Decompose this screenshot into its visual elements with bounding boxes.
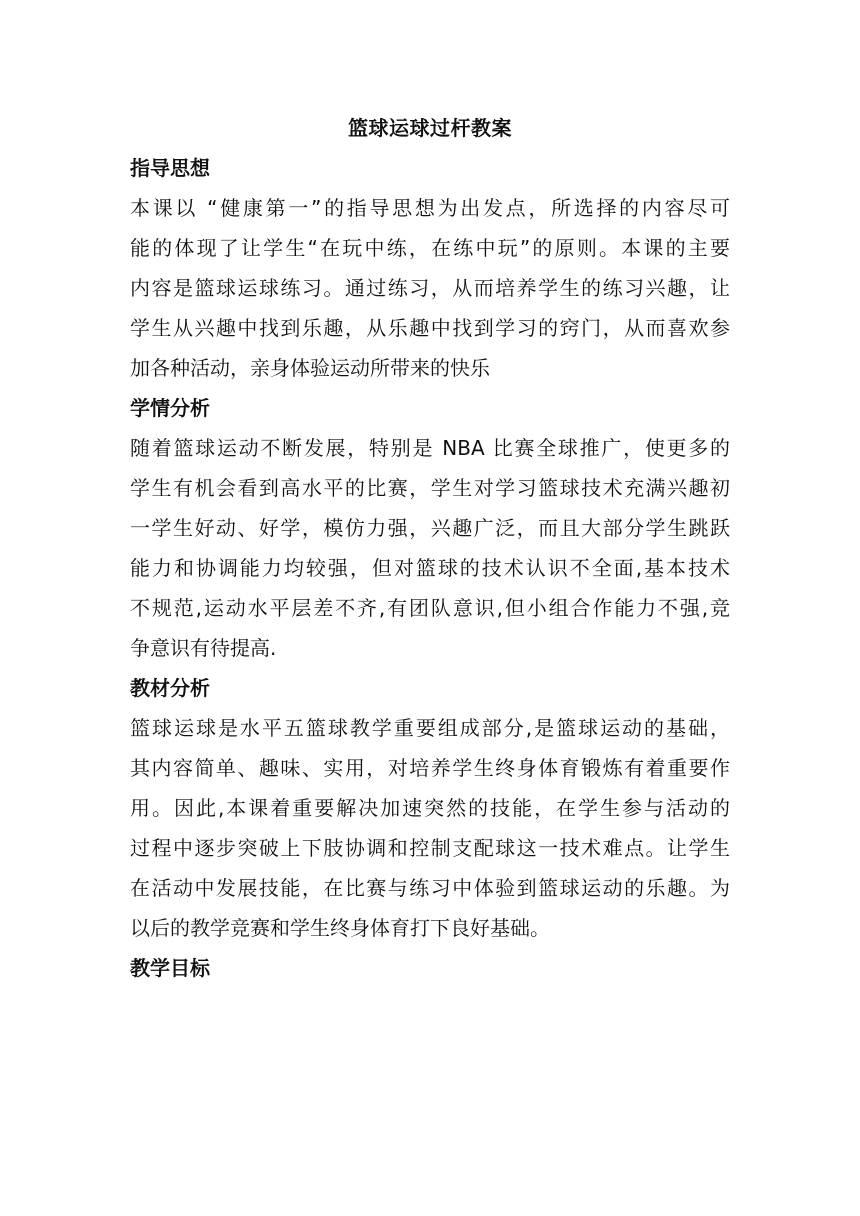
paragraph-line: 在活动中发展技能，在比赛与练习中体验到篮球运动的乐趣。为 [130,876,730,900]
paragraph-line: 随着篮球运动不断发展，特别是 NBA 比赛全球推广，使更多的 [130,436,730,460]
section-heading: 学情分析 [130,396,210,420]
paragraph-line: 能的体现了让学生“在玩中练，在练中玩”的原则。本课的主要 [130,236,730,260]
paragraph-line: 用。因此,本课着重要解决加速突然的技能，在学生参与活动的 [130,796,730,820]
paragraph-line: 争意识有待提高. [130,636,277,660]
section-paragraph [130,708,730,948]
section-heading: 教材分析 [130,676,210,700]
paragraph-line: 学生有机会看到高水平的比赛，学生对学习篮球技术充满兴趣初 [130,476,730,500]
document-page [130,108,730,988]
section-guiding-ideology [130,148,730,388]
section-student-analysis [130,388,730,668]
section-paragraph [130,188,730,388]
paragraph-line: 篮球运球是水平五篮球教学重要组成部分,是篮球运动的基础， [130,716,730,740]
paragraph-line: 过程中逐步突破上下肢协调和控制支配球这一技术难点。让学生 [130,836,730,860]
section-heading: 教学目标 [130,956,210,980]
section-teaching-goals [130,948,730,988]
paragraph-line: 内容是篮球运球练习。通过练习，从而培养学生的练习兴趣，让 [130,276,730,300]
paragraph-line: 其内容简单、趣味、实用，对培养学生终身体育锻炼有着重要作 [130,756,730,780]
section-paragraph [130,428,730,668]
paragraph-line: 不规范,运动水平层差不齐,有团队意识,但小组合作能力不强,竞 [130,596,730,620]
document-title: 篮球运球过杆教案 [348,116,512,140]
section-heading: 指导思想 [130,156,210,180]
paragraph-line: 以后的教学竞赛和学生终身体育打下良好基础。 [130,916,550,940]
paragraph-line: 一学生好动、好学，模仿力强，兴趣广泛，而且大部分学生跳跃 [130,516,730,540]
paragraph-line: 本课以 “健康第一”的指导思想为出发点，所选择的内容尽可 [130,196,730,220]
paragraph-line: 能力和协调能力均较强，但对篮球的技术认识不全面,基本技术 [130,556,730,580]
paragraph-line: 学生从兴趣中找到乐趣，从乐趣中找到学习的窍门，从而喜欢参 [130,316,730,340]
section-material-analysis [130,668,730,948]
paragraph-line: 加各种活动，亲身体验运动所带来的快乐 [130,356,490,380]
